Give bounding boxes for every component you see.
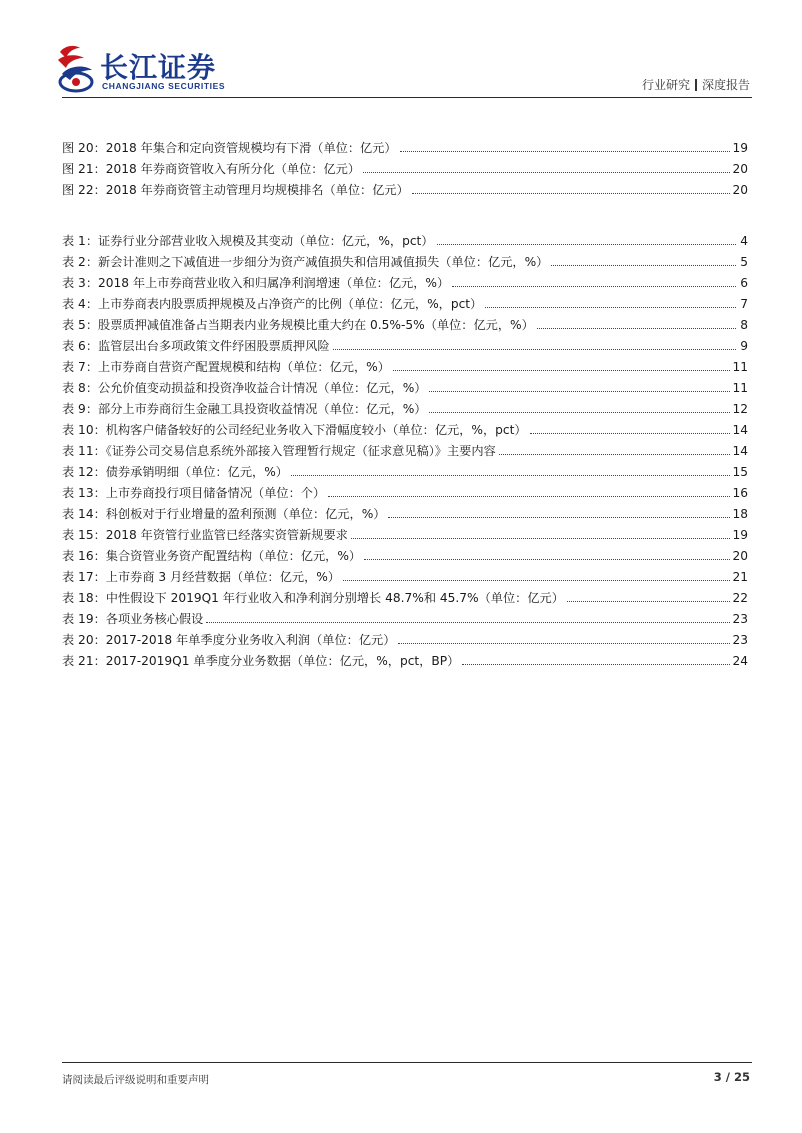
toc-entry-label: 表 2：新会计准则之下减值进一步细分为资产减值损失和信用减值损失（单位：亿元，%） <box>62 255 549 269</box>
toc-entry[interactable] <box>62 605 748 626</box>
toc-entry[interactable] <box>62 353 748 374</box>
toc-leader-dots <box>388 516 730 518</box>
toc-entry-page: 23 <box>732 633 748 647</box>
toc-entry[interactable] <box>62 458 748 479</box>
toc-leader-dots <box>429 390 730 392</box>
toc-entry-page: 14 <box>732 423 748 437</box>
category-industry-research: 行业研究 <box>641 78 690 92</box>
toc-leader-dots <box>363 171 730 173</box>
toc-entry-label: 表 21：2017-2019Q1 单季度分业务数据（单位：亿元，%，pct，BP） <box>62 654 460 668</box>
footer-disclaimer: 请阅读最后评级说明和重要声明 <box>62 1074 209 1086</box>
toc-entry-label: 表 10：机构客户储备较好的公司经纪业务收入下滑幅度较小（单位：亿元，%，pct） <box>62 423 527 437</box>
toc-entry[interactable] <box>62 647 748 668</box>
toc-entry-page: 20 <box>732 162 748 176</box>
category-in-depth-report: 深度报告 <box>701 78 750 92</box>
toc-entry[interactable] <box>62 227 748 248</box>
toc-entry-label: 表 20：2017-2018 年单季度分业务收入利润（单位：亿元） <box>62 633 396 647</box>
toc-leader-dots <box>551 264 736 266</box>
toc-entry[interactable] <box>62 479 748 500</box>
toc-entry-page: 11 <box>732 381 748 395</box>
toc-entry[interactable] <box>62 248 748 269</box>
toc-entry[interactable] <box>62 563 748 584</box>
toc-entry-page: 12 <box>732 402 748 416</box>
toc-entry-label: 表 1：证券行业分部营业收入规模及其变动（单位：亿元，%，pct） <box>62 234 434 248</box>
toc-entry[interactable] <box>62 416 748 437</box>
toc-leader-dots <box>530 432 731 434</box>
toc-entry-page: 24 <box>732 654 748 668</box>
table-list <box>62 227 748 668</box>
toc-entry[interactable] <box>62 155 748 176</box>
toc-leader-dots <box>393 369 731 371</box>
toc-entry[interactable] <box>62 626 748 647</box>
toc-entry-label: 表 9：部分上市券商衍生金融工具投资收益情况（单位：亿元，%） <box>62 402 427 416</box>
toc-entry-page: 22 <box>732 591 748 605</box>
toc-leader-dots <box>206 621 730 623</box>
toc-entry-page: 14 <box>732 444 748 458</box>
report-category <box>642 76 750 93</box>
toc-entry-page: 4 <box>740 234 748 248</box>
logo-english-name: CHANGJIANG SECURITIES <box>102 81 226 91</box>
toc-entry-page: 15 <box>732 465 748 479</box>
toc-leader-dots <box>291 474 731 476</box>
toc-entry-page: 11 <box>732 360 748 374</box>
toc-entry-label: 图 20：2018 年集合和定向资管规模均有下滑（单位：亿元） <box>62 141 397 155</box>
toc-entry-label: 表 11：《证券公司交易信息系统外部接入管理暂行规定（征求意见稿）》主要内容 <box>62 444 496 458</box>
toc-entry-page: 8 <box>740 318 748 332</box>
toc-leader-dots <box>398 642 730 644</box>
toc-entry-label: 表 16：集合资管业务资产配置结构（单位：亿元，%） <box>62 549 362 563</box>
toc-entry[interactable] <box>62 332 748 353</box>
toc-leader-dots <box>343 579 730 581</box>
toc-leader-dots <box>400 150 731 152</box>
toc-leader-dots <box>537 327 736 329</box>
company-logo <box>54 44 254 96</box>
toc-entry-page: 19 <box>732 528 748 542</box>
toc-leader-dots <box>412 192 731 194</box>
toc-entry-label: 图 21：2018 年券商资管收入有所分化（单位：亿元） <box>62 162 361 176</box>
toc-entry-label: 表 6：监管层出台多项政策文件纾困股票质押风险 <box>62 339 330 353</box>
toc-entry[interactable] <box>62 311 748 332</box>
toc-entry-label: 表 13：上市券商投行项目储备情况（单位：个） <box>62 486 326 500</box>
figure-list <box>62 134 748 197</box>
toc-entry-label: 表 17：上市券商 3 月经营数据（单位：亿元，%） <box>62 570 341 584</box>
category-divider <box>695 79 697 91</box>
toc-entry[interactable] <box>62 290 748 311</box>
toc-entry-page: 5 <box>740 255 748 269</box>
toc-entry[interactable] <box>62 500 748 521</box>
toc-entry-label: 表 19：各项业务核心假设 <box>62 612 204 626</box>
footer-divider <box>62 1062 752 1063</box>
toc-leader-dots <box>351 537 731 539</box>
toc-leader-dots <box>567 600 731 602</box>
toc-leader-dots <box>485 306 736 308</box>
toc-entry-label: 表 7：上市券商自营资产配置规模和结构（单位：亿元，%） <box>62 360 390 374</box>
toc-entry-page: 18 <box>732 507 748 521</box>
toc-entry-page: 20 <box>732 183 748 197</box>
toc-leader-dots <box>437 243 737 245</box>
toc-entry-page: 9 <box>740 339 748 353</box>
toc-entry-label: 图 22：2018 年券商资管主动管理月均规模排名（单位：亿元） <box>62 183 409 197</box>
toc-entry-page: 23 <box>732 612 748 626</box>
toc-entry-label: 表 5：股票质押减值准备占当期表内业务规模比重大约在 0.5%-5%（单位：亿元，%） <box>62 318 534 332</box>
header-divider <box>62 97 752 98</box>
toc-entry-page: 7 <box>740 297 748 311</box>
toc-leader-dots <box>452 285 736 287</box>
toc-entry-label: 表 4：上市券商表内股票质押规模及占净资产的比例（单位：亿元，%，pct） <box>62 297 483 311</box>
toc-entry-page: 6 <box>740 276 748 290</box>
toc-entry-page: 19 <box>732 141 748 155</box>
toc-entry[interactable] <box>62 521 748 542</box>
changjiang-logo-icon <box>54 44 98 94</box>
toc-leader-dots <box>499 453 731 455</box>
toc-entry[interactable] <box>62 437 748 458</box>
toc-leader-dots <box>364 558 730 560</box>
toc-entry-label: 表 12：债券承销明细（单位：亿元，%） <box>62 465 288 479</box>
toc-entry[interactable] <box>62 542 748 563</box>
toc-leader-dots <box>429 411 730 413</box>
toc-entry-label: 表 3：2018 年上市券商营业收入和归属净利润增速（单位：亿元，%） <box>62 276 450 290</box>
toc-entry-page: 16 <box>732 486 748 500</box>
toc-leader-dots <box>328 495 730 497</box>
logo-chinese-name: 长江证券 <box>100 51 217 84</box>
toc-entry[interactable] <box>62 374 748 395</box>
toc-entry[interactable] <box>62 134 748 155</box>
toc-entry-label: 表 15：2018 年资管行业监管已经落实资管新规要求 <box>62 528 348 542</box>
toc-entry[interactable] <box>62 395 748 416</box>
toc-entry[interactable] <box>62 269 748 290</box>
toc-leader-dots <box>462 663 730 665</box>
toc-entry-label: 表 18：中性假设下 2019Q1 年行业收入和净利润分别增长 48.7%和 45.7%（单位：亿元） <box>62 591 564 605</box>
page-number: 3 / 25 <box>713 1070 750 1084</box>
toc-entry-label: 表 14：科创板对于行业增量的盈利预测（单位：亿元，%） <box>62 507 386 521</box>
toc-entry[interactable] <box>62 176 748 197</box>
toc-leader-dots <box>333 348 736 350</box>
toc-entry-page: 21 <box>732 570 748 584</box>
toc-entry-page: 20 <box>732 549 748 563</box>
toc-entry-label: 表 8：公允价值变动损益和投资净收益合计情况（单位：亿元，%） <box>62 381 427 395</box>
toc-entry[interactable] <box>62 584 748 605</box>
